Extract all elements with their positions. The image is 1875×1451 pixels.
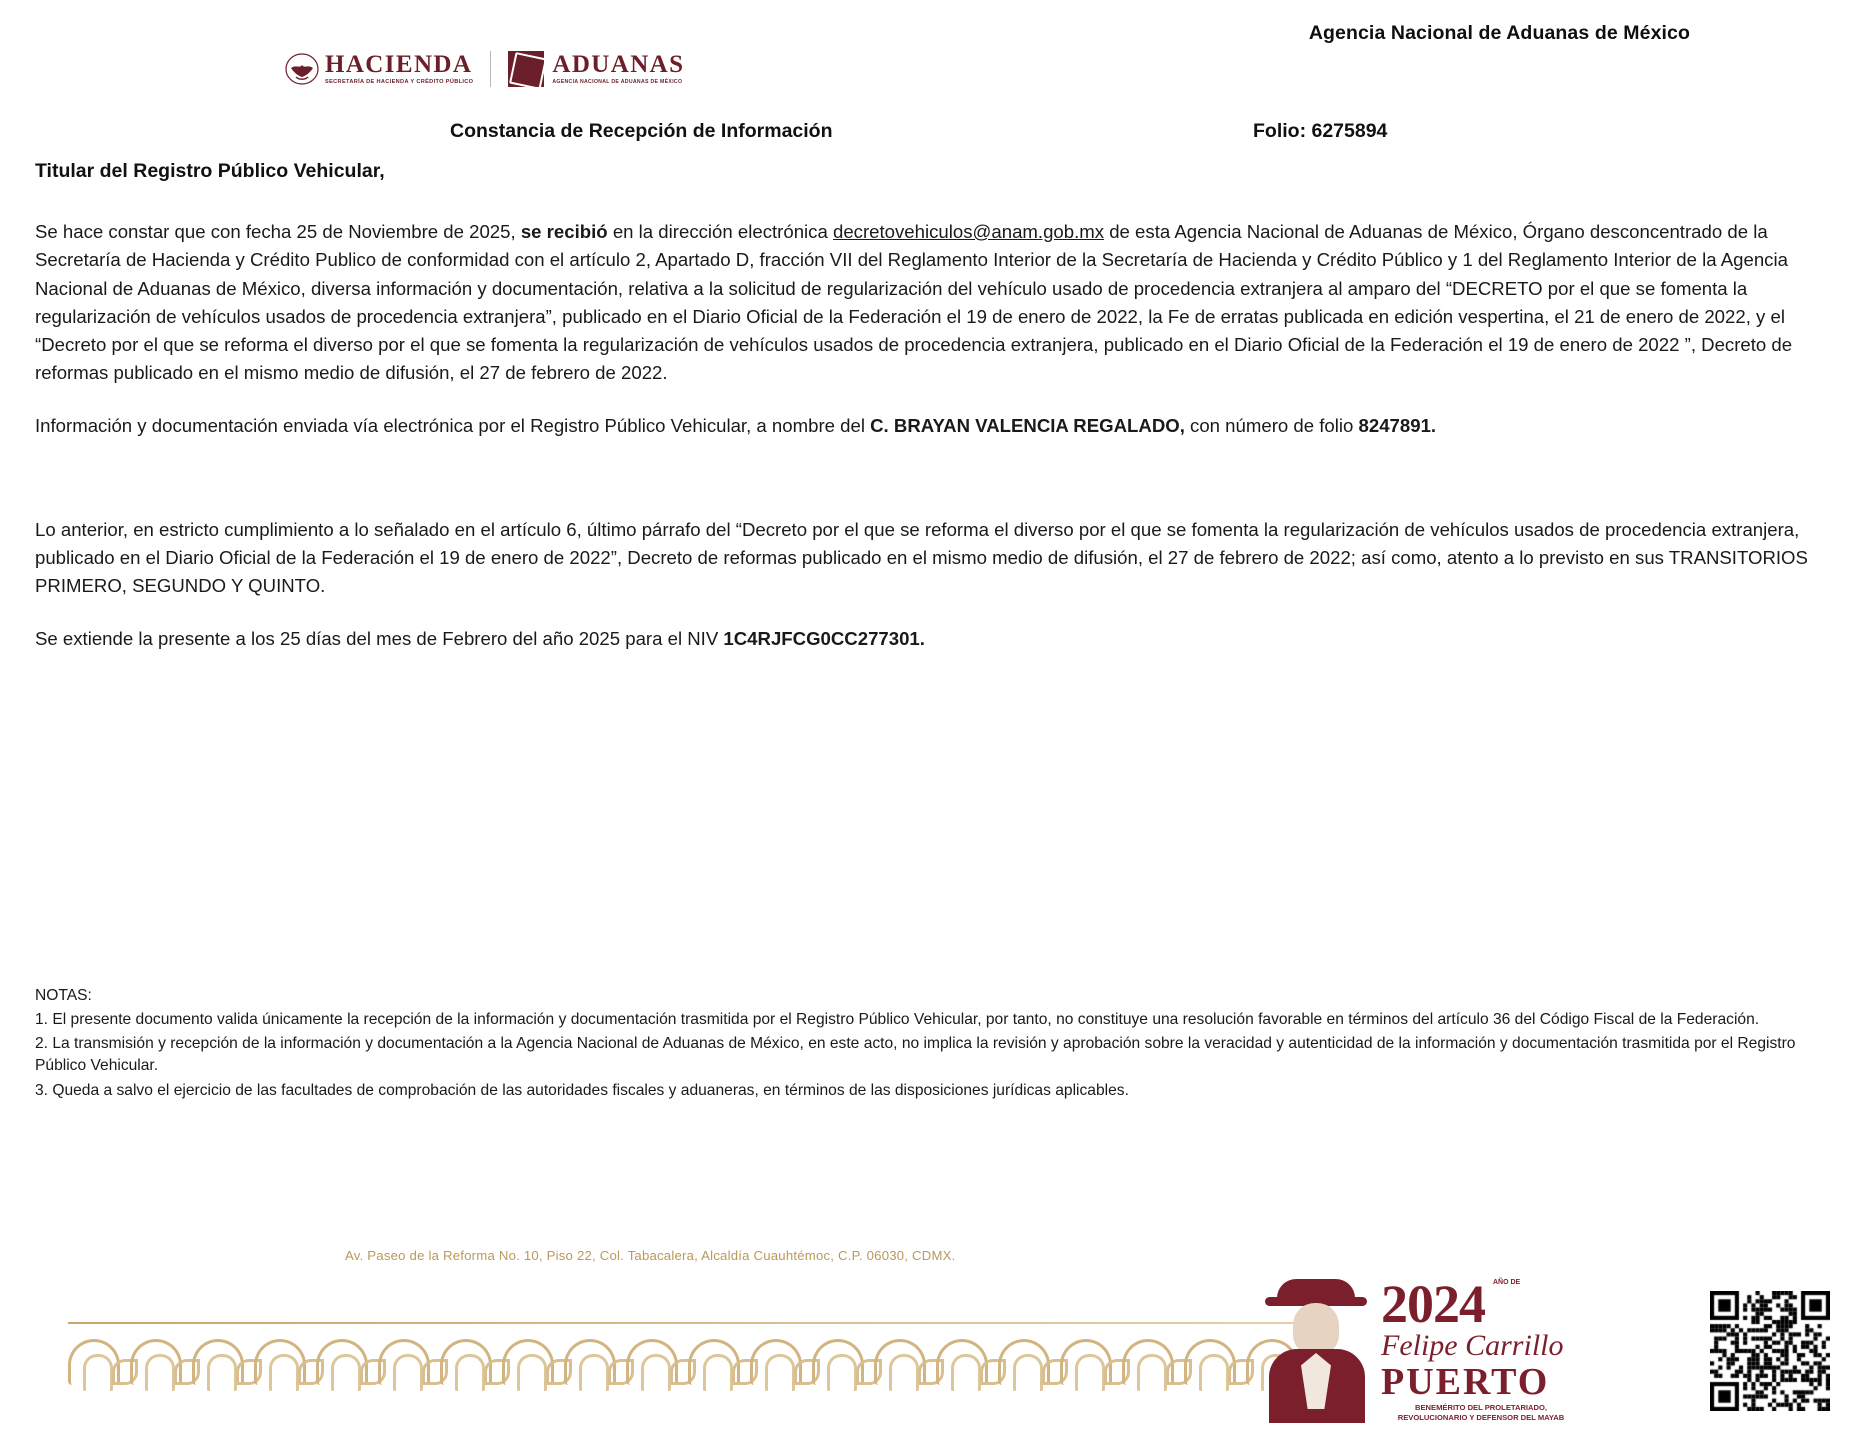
document-body: [35, 218, 1830, 677]
emblem-anio-label: AÑO DE: [1493, 1279, 1521, 1286]
addressee-line: Titular del Registro Público Vehicular,: [35, 160, 385, 182]
aduanas-wordmark: [552, 52, 684, 85]
logo-divider: [490, 51, 491, 87]
government-logo-block: [285, 46, 684, 92]
aduanas-mark-icon: [508, 51, 544, 87]
footer-address: Av. Paseo de la Reforma No. 10, Piso 22, Col. Tabacalera, Alcaldía Cuauhtémoc, C.P. 06030, CDMX.: [345, 1248, 956, 1263]
paragraph-3: Lo anterior, en estricto cumplimiento a lo señalado en el artículo 6, último párrafo del “Decreto por el que se reforma el diverso por el que se fomenta la regularización de vehículos usados de procedencia extranjera, publicado en el Diario Oficial de la Federación el 19 de enero de 2022”, Decreto de reformas publicado en el mismo medio de difusión, el 27 de febrero de 2022; así como, atento a lo previsto en sus TRANSITORIOS PRIMERO, SEGUNDO Y QUINTO.: [35, 518, 1808, 597]
niv-value: 1C4RJFCG0CC277301.: [723, 627, 925, 649]
hacienda-wordmark: [325, 52, 473, 86]
p2-text-b: con número de folio: [1184, 414, 1359, 436]
qr-code: [1710, 1291, 1830, 1411]
p1-text-a: Se hace constar que con fecha 25 de Noviembre de 2025,: [35, 221, 521, 242]
folio-number: Folio: 6275894: [1253, 120, 1388, 142]
hacienda-subtitle: SECRETARÍA DE HACIENDA Y CRÉDITO PÚBLICO: [325, 79, 474, 86]
emblem-year: 2024: [1381, 1274, 1485, 1334]
aduanas-title: ADUANAS: [552, 51, 685, 79]
p2-text-a: Información y documentación enviada vía electrónica por el Registro Público Vehicular, a nombre del: [35, 414, 871, 436]
agency-title: Agencia Nacional de Aduanas de México: [1308, 22, 1690, 44]
eagle-seal-icon: [285, 52, 319, 86]
emblem-name-script: Felipe Carrillo: [1381, 1329, 1564, 1362]
paragraph-1: [35, 218, 1830, 388]
emblem-name-bold: PUERTO: [1381, 1361, 1550, 1403]
p4-text-a: Se extiende la presente a los 25 días del mes de Febrero del año 2025 para el NIV: [35, 627, 724, 649]
page-title: Constancia de Recepción de Información: [450, 120, 833, 142]
p1-text-c: de esta Agencia Nacional de Aduanas de México, Órgano desconcentrado de la Secretaría de Hacienda y Crédito Publico de conformidad con el artículo 2, Apartado D, fracción VII del Reglamento Interior de la Secretaría de Hacienda y Crédito Público y 1 del Reglamento Interior de la Agencia Nacional de Aduanas de México, diversa información y documentación, relativa a la solicitud de regularización del vehículo usado de procedencia extranjera al amparo del “DECRETO por el que se fomenta la regularización de vehículos usados de procedencia extranjera”, publicado en el Diario Oficial de la Federación el 19 de enero de 2022, la Fe de erratas publicada en edición vespertina, el 21 de enero de 2022, y el “Decreto por el que se reforma el diverso por el que se fomenta la regularización de vehículos usados de procedencia extranjera, publicado en el Diario Oficial de la Federación el 19 de enero de 2022 ”, Decreto de reformas publicado en el mismo medio de difusión, el 27 de febrero de 2022.: [35, 221, 1793, 384]
notes-heading: NOTAS:: [35, 987, 92, 1004]
p1-bold-received: se recibió: [520, 221, 608, 242]
submission-folio: 8247891.: [1358, 414, 1437, 436]
note-item-3: 3. Queda a salvo el ejercicio de las facultades de comprobación de las autoridades fiscales y aduaneras, en términos de las disposiciones jurídicas aplicables.: [35, 1081, 1129, 1099]
notes-section: [35, 985, 1835, 1104]
email-link[interactable]: decretovehiculos@anam.gob.mx: [832, 221, 1105, 242]
felipe-carrillo-puerto-emblem: [1255, 1273, 1585, 1423]
footer-ornament-pattern: [68, 1333, 1298, 1395]
note-item-2: 2. La transmisión y recepción de la información y documentación a la Agencia Nacional de Aduanas de México, en este acto, no implica la revisión y aprobación sobre la veracidad y autenticidad de la información y documentación trasmitida por el Registro Público Vehicular.: [35, 1035, 1796, 1075]
body-spacer: [35, 464, 1830, 516]
note-item-1: 1. El presente documento valida únicamente la recepción de la información y documentación trasmitida por el Registro Público Vehicular, por tanto, no constituye una resolución favorable en términos del artículo 36 del Código Fiscal de la Federación.: [35, 1011, 1760, 1029]
portrait-icon: [1261, 1275, 1373, 1423]
p1-text-b: en la dirección electrónica: [607, 221, 833, 242]
footer-divider: [68, 1322, 1298, 1324]
emblem-tagline: BENEMÉRITO DEL PROLETARIADO, REVOLUCIONARIO Y DEFENSOR DEL MAYAB: [1397, 1403, 1565, 1422]
hacienda-title: HACIENDA: [325, 51, 473, 79]
paragraph-2: [35, 412, 1830, 440]
aduanas-subtitle: AGENCIA NACIONAL DE ADUANAS DE MÉXICO: [552, 79, 683, 86]
applicant-name: C. BRAYAN VALENCIA REGALADO,: [870, 414, 1185, 436]
paragraph-4: [35, 625, 1830, 653]
